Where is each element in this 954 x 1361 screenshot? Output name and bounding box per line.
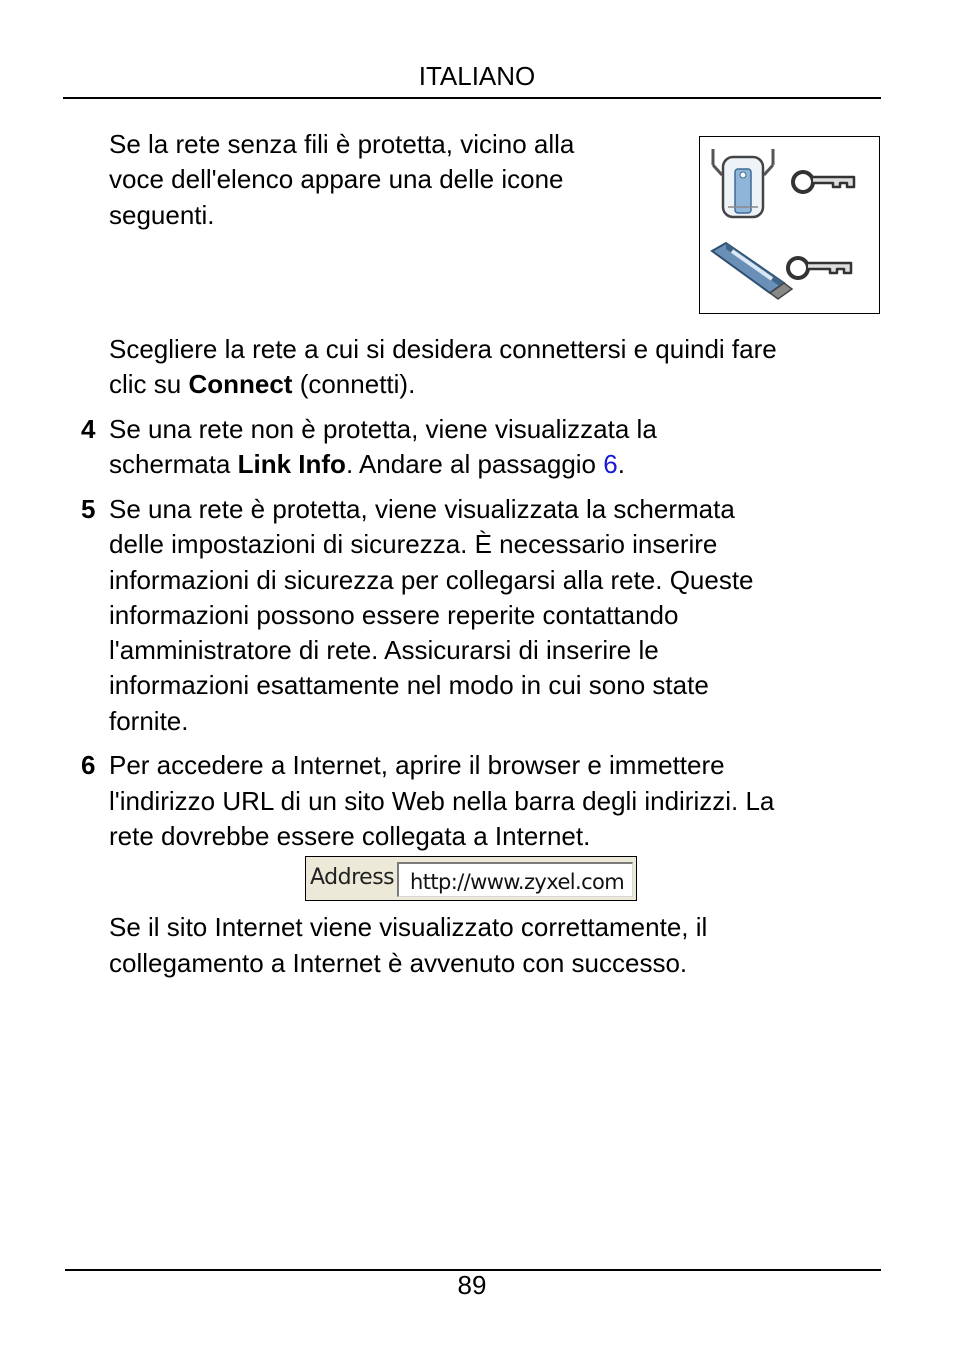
key-icon (788, 258, 851, 278)
link-info-label: Link Info (237, 449, 346, 479)
address-field[interactable] (397, 862, 633, 897)
intro-line-2: voce dell'elenco appare una delle icone (109, 164, 564, 194)
key-icon (793, 172, 854, 192)
success-line-2: collegamento a Internet è avvenuto con successo. (109, 948, 688, 978)
step-5-line-4: informazioni possono essere reperite contattando (109, 600, 679, 630)
step-6-line-3: rete dovrebbe essere collegata a Internet. (109, 821, 591, 851)
step-number-6: 6 (81, 750, 96, 780)
success-line-1: Se il sito Internet viene visualizzato correttamente, il (109, 912, 708, 942)
step-4-line-1: Se una rete non è protetta, viene visualizzata la (109, 414, 657, 444)
step-5-line-7: fornite. (109, 706, 189, 736)
address-label: Address (310, 865, 395, 890)
choose-line-1: Scegliere la rete a cui si desidera connettersi e quindi fare (109, 334, 777, 364)
page-number: 89 (457, 1270, 487, 1300)
access-point-lock-icon (713, 149, 773, 217)
step-6-line-1: Per accedere a Internet, aprire il browser e immettere (109, 750, 725, 780)
address-url: http://www.zyxel.com (410, 870, 625, 894)
choose-line-2-prefix: clic su (109, 369, 189, 399)
step-4-prefix: schermata (109, 449, 238, 479)
step-5-line-5: l'amministratore di rete. Assicurarsi di inserire le (109, 635, 659, 665)
step-4-line-2 (109, 447, 625, 483)
security-icons-svg (700, 137, 879, 313)
intro-line-1: Se la rete senza fili è protetta, vicino alla (109, 129, 575, 159)
step-5-line-1: Se una rete è protetta, viene visualizzata la schermata (109, 494, 735, 524)
intro-line-3: seguenti. (109, 200, 215, 230)
step-number-5: 5 (81, 494, 96, 524)
step-6-line-2: l'indirizzo URL di un sito Web nella barra degli indirizzi. La (109, 786, 775, 816)
step-5-line-3: informazioni di sicurezza per collegarsi alla rete. Queste (109, 565, 754, 595)
connect-label: Connect (188, 369, 293, 399)
security-icons-figure (699, 136, 880, 314)
page-header: ITALIANO (418, 61, 536, 91)
choose-line-2-suffix: (connetti). (292, 369, 416, 399)
step-4-suffix: . (617, 449, 625, 479)
wireless-card-lock-icon (712, 243, 792, 299)
choose-line-2 (109, 367, 415, 403)
step-number-4: 4 (81, 414, 96, 444)
step-4-middle: . Andare al passaggio (345, 449, 604, 479)
header-divider (63, 97, 881, 99)
browser-address-bar (305, 856, 637, 901)
step-6-link[interactable]: 6 (603, 449, 618, 479)
step-5-line-2: delle impostazioni di sicurezza. È necessario inserire (109, 529, 718, 559)
step-5-line-6: informazioni esattamente nel modo in cui sono state (109, 670, 709, 700)
